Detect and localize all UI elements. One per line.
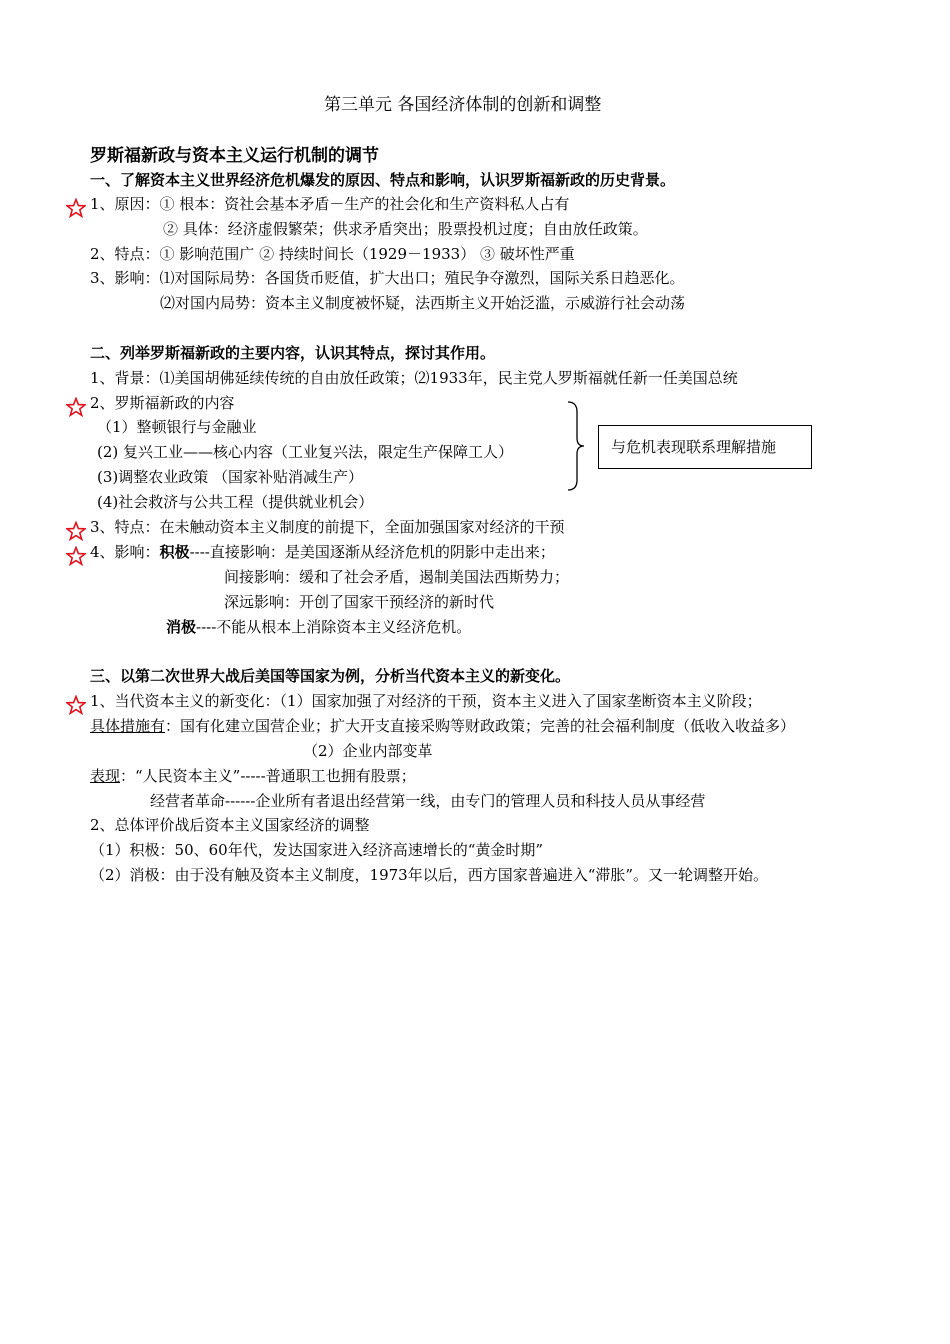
- lesson-title: 罗斯福新政与资本主义运行机制的调节: [90, 146, 379, 166]
- section2-impact: [90, 542, 555, 562]
- section2-item-industry: (2) 复兴工业——核心内容（工业复兴法，限定生产保障工人）: [97, 443, 514, 461]
- section3-enterprise-reform: （2）企业内部变革: [303, 742, 433, 760]
- callout-box: 与危机表现联系理解措施: [598, 425, 812, 469]
- section3-overall-evaluation: 2、总体评价战后资本主义国家经济的调整: [90, 816, 370, 834]
- section1-cause-root: 1、原因：① 根本：资社会基本矛盾－生产的社会化和生产资料私人占有: [90, 195, 570, 213]
- section2-impact-longterm: 深远影响：开创了国家干预经济的新时代: [224, 593, 495, 611]
- section2-impact-indirect: 间接影响：缓和了社会矛盾，遏制美国法西斯势力；: [224, 568, 570, 586]
- section3-new-changes: 1、当代资本主义的新变化：（1）国家加强了对经济的干预，资本主义进入了国家垄断资本主义阶段；: [90, 692, 762, 710]
- impact-negative-text: ----不能从根本上消除资本主义经济危机。: [196, 618, 472, 636]
- section3-manifestation: [90, 766, 416, 786]
- section3-managerial-revolution: 经营者革命------企业所有者退出经营第一线，由专门的管理人员和科技人员从事经营: [150, 792, 706, 810]
- section2-item-banking: （1）整顿银行与金融业: [97, 418, 257, 436]
- page-title: 第三单元 各国经济体制的创新和调整: [324, 95, 602, 115]
- section2-characteristics: 3、特点：在未触动资本主义制度的前提下，全面加强国家对经济的干预: [90, 518, 565, 536]
- section2-impact-negative: [166, 617, 471, 637]
- section1-features: 2、特点：① 影响范围广 ② 持续时间长（1929－1933） ③ 破坏性严重: [90, 245, 575, 263]
- section1-cause-specific: ② 具体：经济虚假繁荣；供求矛盾突出；股票投机过度；自由放任政策。: [163, 220, 648, 238]
- section1-heading: 一、了解资本主义世界经济危机爆发的原因、特点和影响，认识罗斯福新政的历史背景。: [90, 171, 676, 189]
- section2-item-relief: (4)社会救济与公共工程（提供就业机会）: [97, 493, 374, 511]
- impact-prefix: 4、影响：: [90, 543, 160, 561]
- key-point-star-icon: [66, 521, 86, 541]
- section2-background: 1、背景：⑴美国胡佛延续传统的自由放任政策；⑵1933年，民主党人罗斯福就任新一任美国总统: [90, 369, 738, 387]
- impact-positive-label: 积极: [159, 543, 190, 561]
- section2-heading: 二、列举罗斯福新政的主要内容，认识其特点，探讨其作用。: [90, 344, 496, 362]
- section1-impact-domestic: ⑵对国内局势：资本主义制度被怀疑，法西斯主义开始泛滥，示威游行社会动荡: [160, 294, 686, 312]
- section2-new-deal-content: 2、罗斯福新政的内容: [90, 394, 235, 412]
- manifestation-label: 表现: [90, 767, 121, 785]
- key-point-star-icon: [66, 695, 86, 715]
- measures-text: ：国有化建立国营企业；扩大开支直接采购等财政政策；完善的社会福利制度（低收入收益多）: [165, 717, 796, 735]
- key-point-star-icon: [66, 198, 86, 218]
- section3-measures: [90, 716, 795, 736]
- measures-label: 具体措施有: [90, 717, 166, 735]
- key-point-star-icon: [66, 546, 86, 566]
- section2-item-agriculture: (3)调整农业政策 （国家补贴消减生产）: [97, 468, 364, 486]
- section3-heading: 三、以第二次世界大战后美国等国家为例，分析当代资本主义的新变化。: [90, 667, 571, 685]
- section1-impact-international: 3、影响：⑴对国际局势：各国货币贬值，扩大出口；殖民争夺激烈，国际关系日趋恶化。: [90, 269, 685, 287]
- impact-direct: ----直接影响：是美国逐渐从经济危机的阴影中走出来；: [189, 543, 555, 561]
- key-point-star-icon: [66, 397, 86, 417]
- manifestation-text: ：“人民资本主义”-----普通职工也拥有股票；: [120, 767, 416, 785]
- right-brace-icon: [566, 400, 586, 492]
- impact-negative-label: 消极: [166, 618, 197, 636]
- section3-evaluation-negative: （2）消极：由于没有触及资本主义制度，1973年以后，西方国家普遍进入“滞胀”。又一轮调整开始。: [90, 866, 769, 884]
- section3-evaluation-positive: （1）积极：50、60年代，发达国家进入经济高速增长的“黄金时期”: [90, 841, 544, 859]
